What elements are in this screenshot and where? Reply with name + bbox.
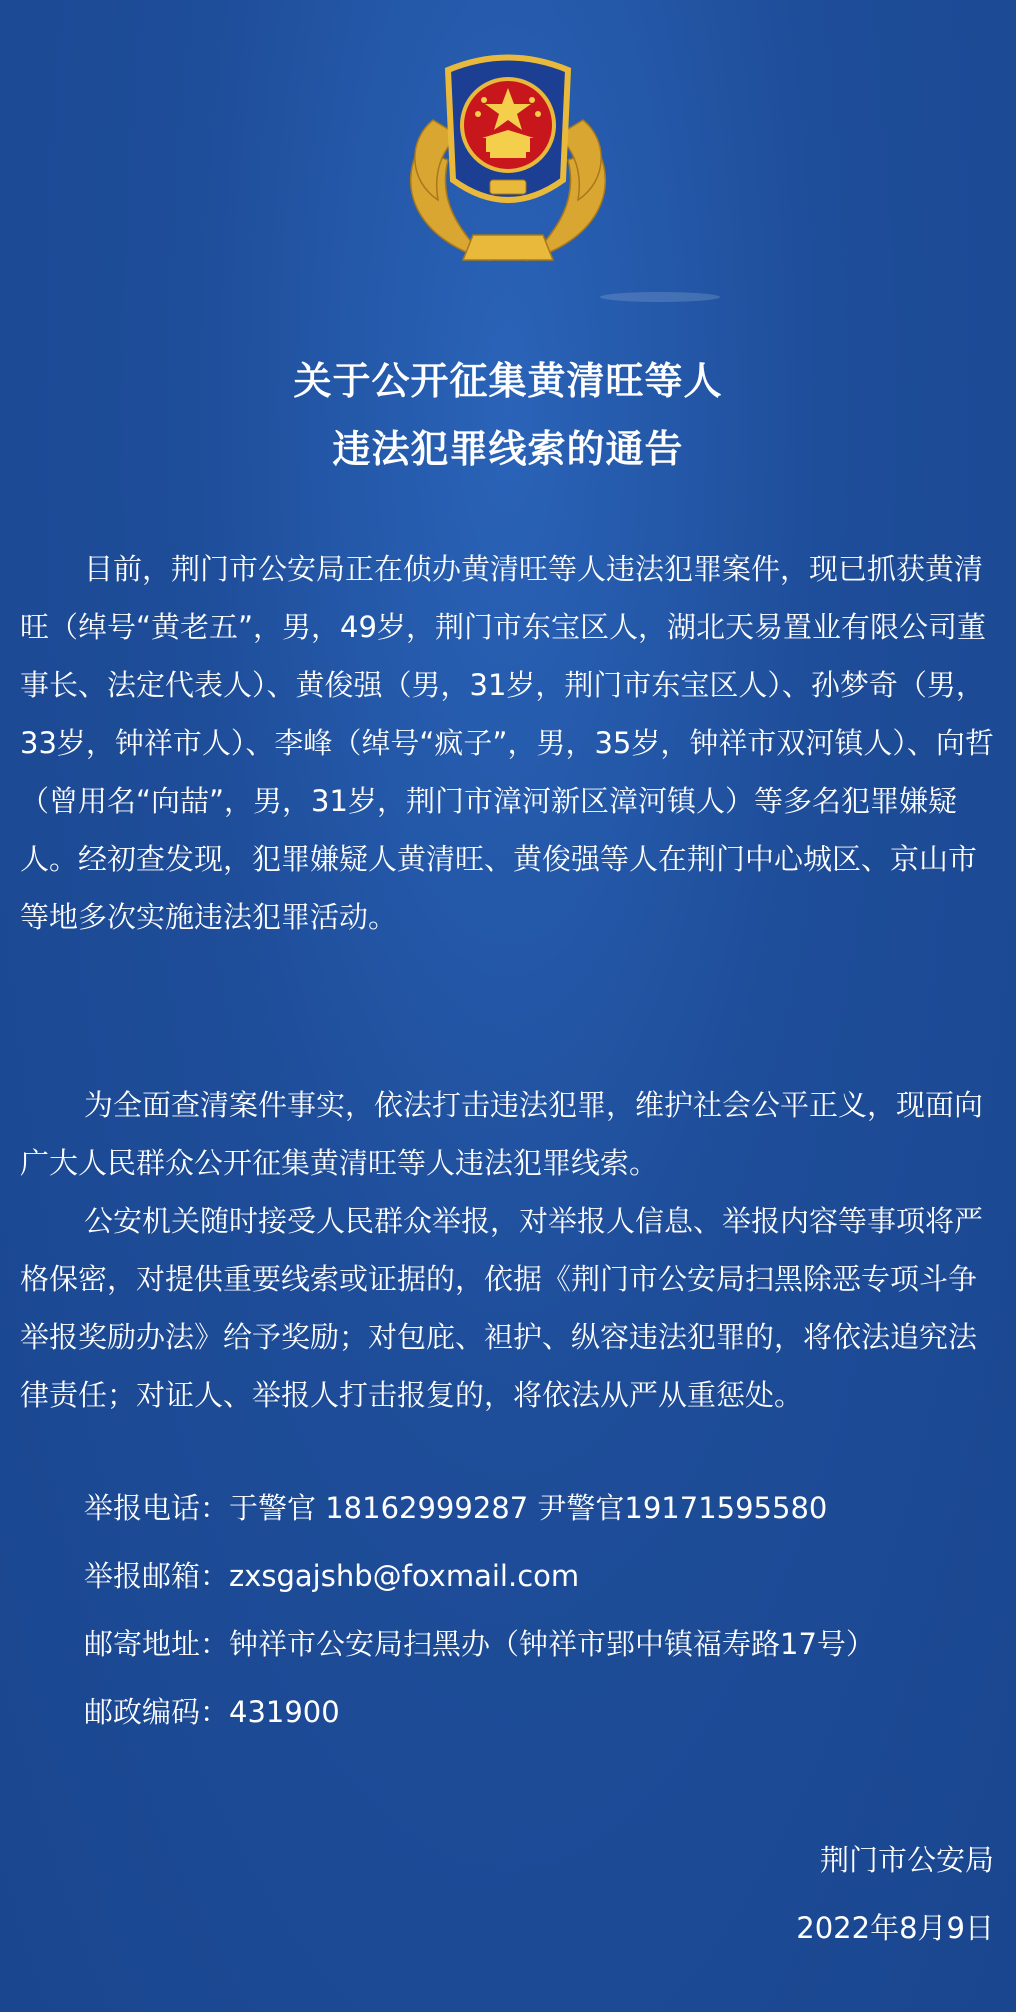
report-phone: 举报电话：于警官 18162999287 尹警官19171595580 bbox=[84, 1491, 828, 1525]
body-paragraph-1: 目前，荆门市公安局正在侦办黄清旺等人违法犯罪案件，现已抓获黄清旺（绰号“黄老五”，男，49岁，荆门市东宝区人，湖北天易置业有限公司董事长、法定代表人）、黄俊强（男，31岁，荆门市东宝区人）、孙梦奇（男，33岁，钟祥市人）、李峰（绰号“疯子”，男，35岁，钟祥市双河镇人）、向哲（曾用名“向喆”，男，31岁，荆门市漳河新区漳河镇人）等多名犯罪嫌疑人。经初查发现，犯罪嫌疑人黄清旺、黄俊强等人在荆门中心城区、京山市等地多次实施违法犯罪活动。 bbox=[20, 552, 994, 934]
page-title-line-2: 违法犯罪线索的通告 bbox=[332, 427, 684, 471]
body-paragraph-2: 为全面查清案件事实，依法打击违法犯罪，维护社会公平正义，现面向广大人民群众公开征集黄清旺等人违法犯罪线索。 bbox=[20, 1088, 984, 1180]
body-paragraph-3: 公安机关随时接受人民群众举报，对举报人信息、举报内容等事项将严格保密，对提供重要线索或证据的，依据《荆门市公安局扫黑除恶专项斗争举报奖励办法》给予奖励；对包庇、袒护、纵容违法犯罪的，将依法追究法律责任；对证人、举报人打击报复的，将依法从严从重惩处。 bbox=[20, 1204, 984, 1412]
report-email: 举报邮箱：zxsgajshb@foxmail.com bbox=[84, 1559, 580, 1593]
postal-code: 邮政编码：431900 bbox=[84, 1695, 340, 1729]
page-title-line-1: 关于公开征集黄清旺等人 bbox=[293, 359, 723, 403]
police-emblem-icon bbox=[378, 40, 638, 270]
mailing-address: 邮寄地址：钟祥市公安局扫黑办（钟祥市郢中镇福寿路17号） bbox=[84, 1627, 875, 1661]
issue-date: 2022年8月9日 bbox=[796, 1911, 994, 1945]
issuer-name: 荆门市公安局 bbox=[819, 1843, 994, 1877]
emblem-shadow bbox=[600, 292, 720, 302]
